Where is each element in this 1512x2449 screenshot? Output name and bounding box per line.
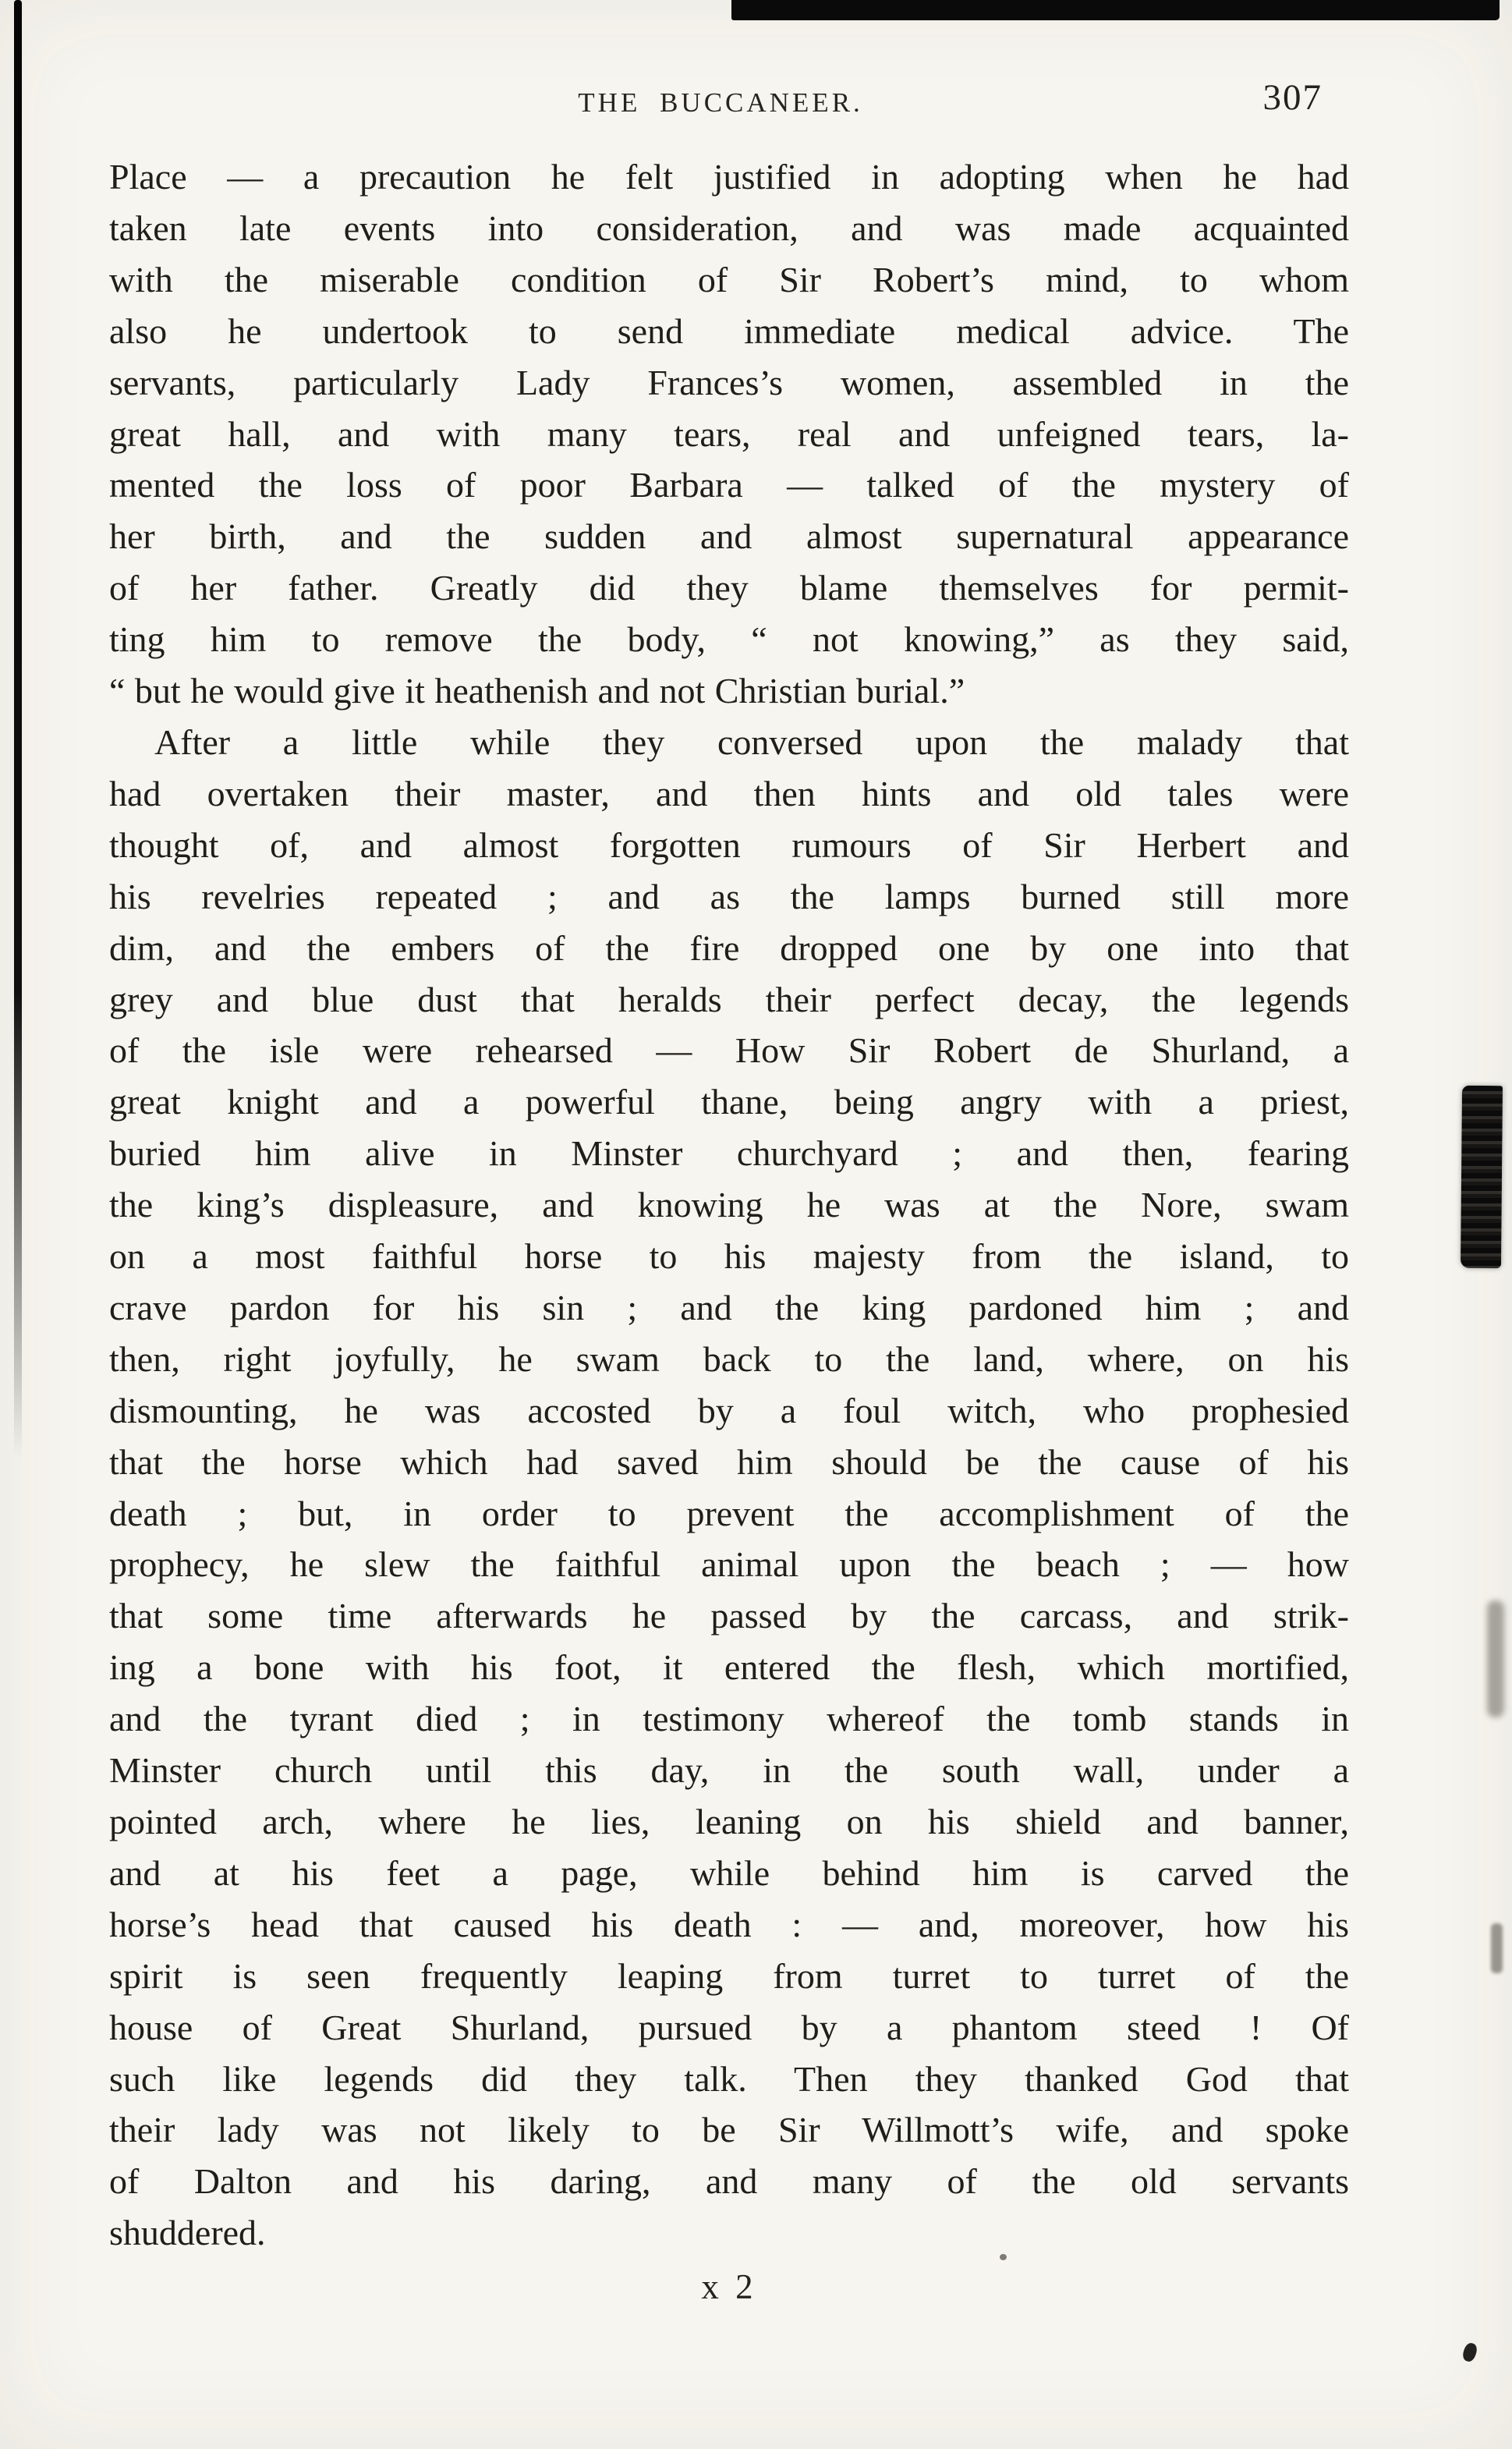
text-line: ing a bone with his foot, it entered the flesh, which mortified, (109, 1647, 1349, 1688)
text-line: thought of, and almost forgotten rumours of Sir Herbert and (109, 824, 1349, 865)
text-line: that the horse which had saved him should be the cause of his (109, 1441, 1349, 1482)
scan-artifact-top-bar (731, 0, 1500, 20)
scan-artifact-right-mark (1491, 1923, 1503, 1973)
page-number: 307 (1262, 77, 1323, 118)
signature-mark: x 2 (701, 2267, 757, 2306)
text-line: mented the loss of poor Barbara — talked of the mystery of (109, 465, 1349, 505)
scan-artifact-bottom-right-spot (1461, 2341, 1479, 2363)
text-line: his revelries repeated ; and as the lamps burned still more (109, 876, 1349, 916)
page-header (109, 77, 1349, 134)
text-line: had overtaken their master, and then hints and old tales were (109, 773, 1349, 813)
scan-artifact-right-smudge (1487, 1600, 1504, 1717)
text-line: such like legends did they talk. Then they thanked God that (109, 2058, 1349, 2099)
text-line: of the isle were rehearsed — How Sir Robert de Shurland, a (109, 1030, 1349, 1071)
scan-artifact-right-blotch (1461, 1086, 1503, 1268)
text-line: also he undertook to send immediate medical advice. The (109, 310, 1349, 351)
text-line: and the tyrant died ; in testimony whereof the tomb stands in (109, 1699, 1349, 1739)
text-line: grey and blue dust that heralds their perfect decay, the legends (109, 979, 1349, 1019)
text-line: “ but he would give it heathenish and not Christian burial.” (109, 671, 965, 711)
text-line: that some time afterwards he passed by the carcass, and strik- (109, 1596, 1349, 1636)
running-title: THE BUCCANEER. (578, 87, 863, 118)
text-line: spirit is seen frequently leaping from turret to turret of the (109, 1955, 1349, 1996)
text-line: shuddered. (109, 2213, 266, 2253)
text-line: their lady was not likely to be Sir Willmott’s wife, and spoke (109, 2110, 1349, 2150)
text-line: with the miserable condition of Sir Robert’s mind, to whom (109, 259, 1349, 299)
text-line: great hall, and with many tears, real and unfeigned tears, la- (109, 413, 1349, 454)
paragraph (109, 717, 1349, 2259)
text-line: Place — a precaution he felt justified in adopting when he had (109, 157, 1349, 197)
text-line: servants, particularly Lady Frances’s women, assembled in the (109, 362, 1349, 402)
text-line: her birth, and the sudden and almost supernatural appearance (109, 516, 1349, 557)
text-line: taken late events into consideration, and was made acquainted (109, 207, 1349, 248)
text-line: After a little while they conversed upon the malady that (154, 721, 1349, 762)
text-line: dismounting, he was accosted by a foul witch, who prophesied (109, 1390, 1349, 1430)
text-line: on a most faithful horse to his majesty from the island, to (109, 1236, 1349, 1277)
text-line: dim, and the embers of the fire dropped one by one into that (109, 927, 1349, 968)
text-line: then, right joyfully, he swam back to the land, where, on his (109, 1338, 1349, 1379)
text-line: great knight and a powerful thane, being angry with a priest, (109, 1082, 1349, 1122)
text-line: house of Great Shurland, pursued by a phantom steed ! Of (109, 2007, 1349, 2047)
text-line: horse’s head that caused his death : — and, moreover, how his (109, 1904, 1349, 1944)
page-body (109, 151, 1349, 2259)
text-line: prophecy, he slew the faithful animal upon the beach ; — how (109, 1544, 1349, 1585)
text-line: ting him to remove the body, “ not knowing,” as they said, (109, 619, 1349, 660)
text-line: buried him alive in Minster churchyard ; and then, fearing (109, 1133, 1349, 1174)
text-line: pointed arch, where he lies, leaning on his shield and banner, (109, 1802, 1349, 1841)
text-line: of her father. Greatly did they blame themselves for permit- (109, 568, 1349, 608)
text-line: and at his feet a page, while behind him is carved the (109, 1852, 1349, 1893)
text-line: of Dalton and his daring, and many of the old servants (109, 2161, 1349, 2202)
text-line: the king’s displeasure, and knowing he was at the Nore, swam (109, 1185, 1349, 1225)
text-line: Minster church until this day, in the south wall, under a (109, 1750, 1349, 1791)
scan-artifact-left-binding-line (14, 0, 22, 1458)
paragraph (109, 151, 1349, 717)
text-line: crave pardon for his sin ; and the king pardoned him ; and (109, 1287, 1349, 1327)
text-line: death ; but, in order to prevent the accomplishment of the (109, 1493, 1349, 1533)
